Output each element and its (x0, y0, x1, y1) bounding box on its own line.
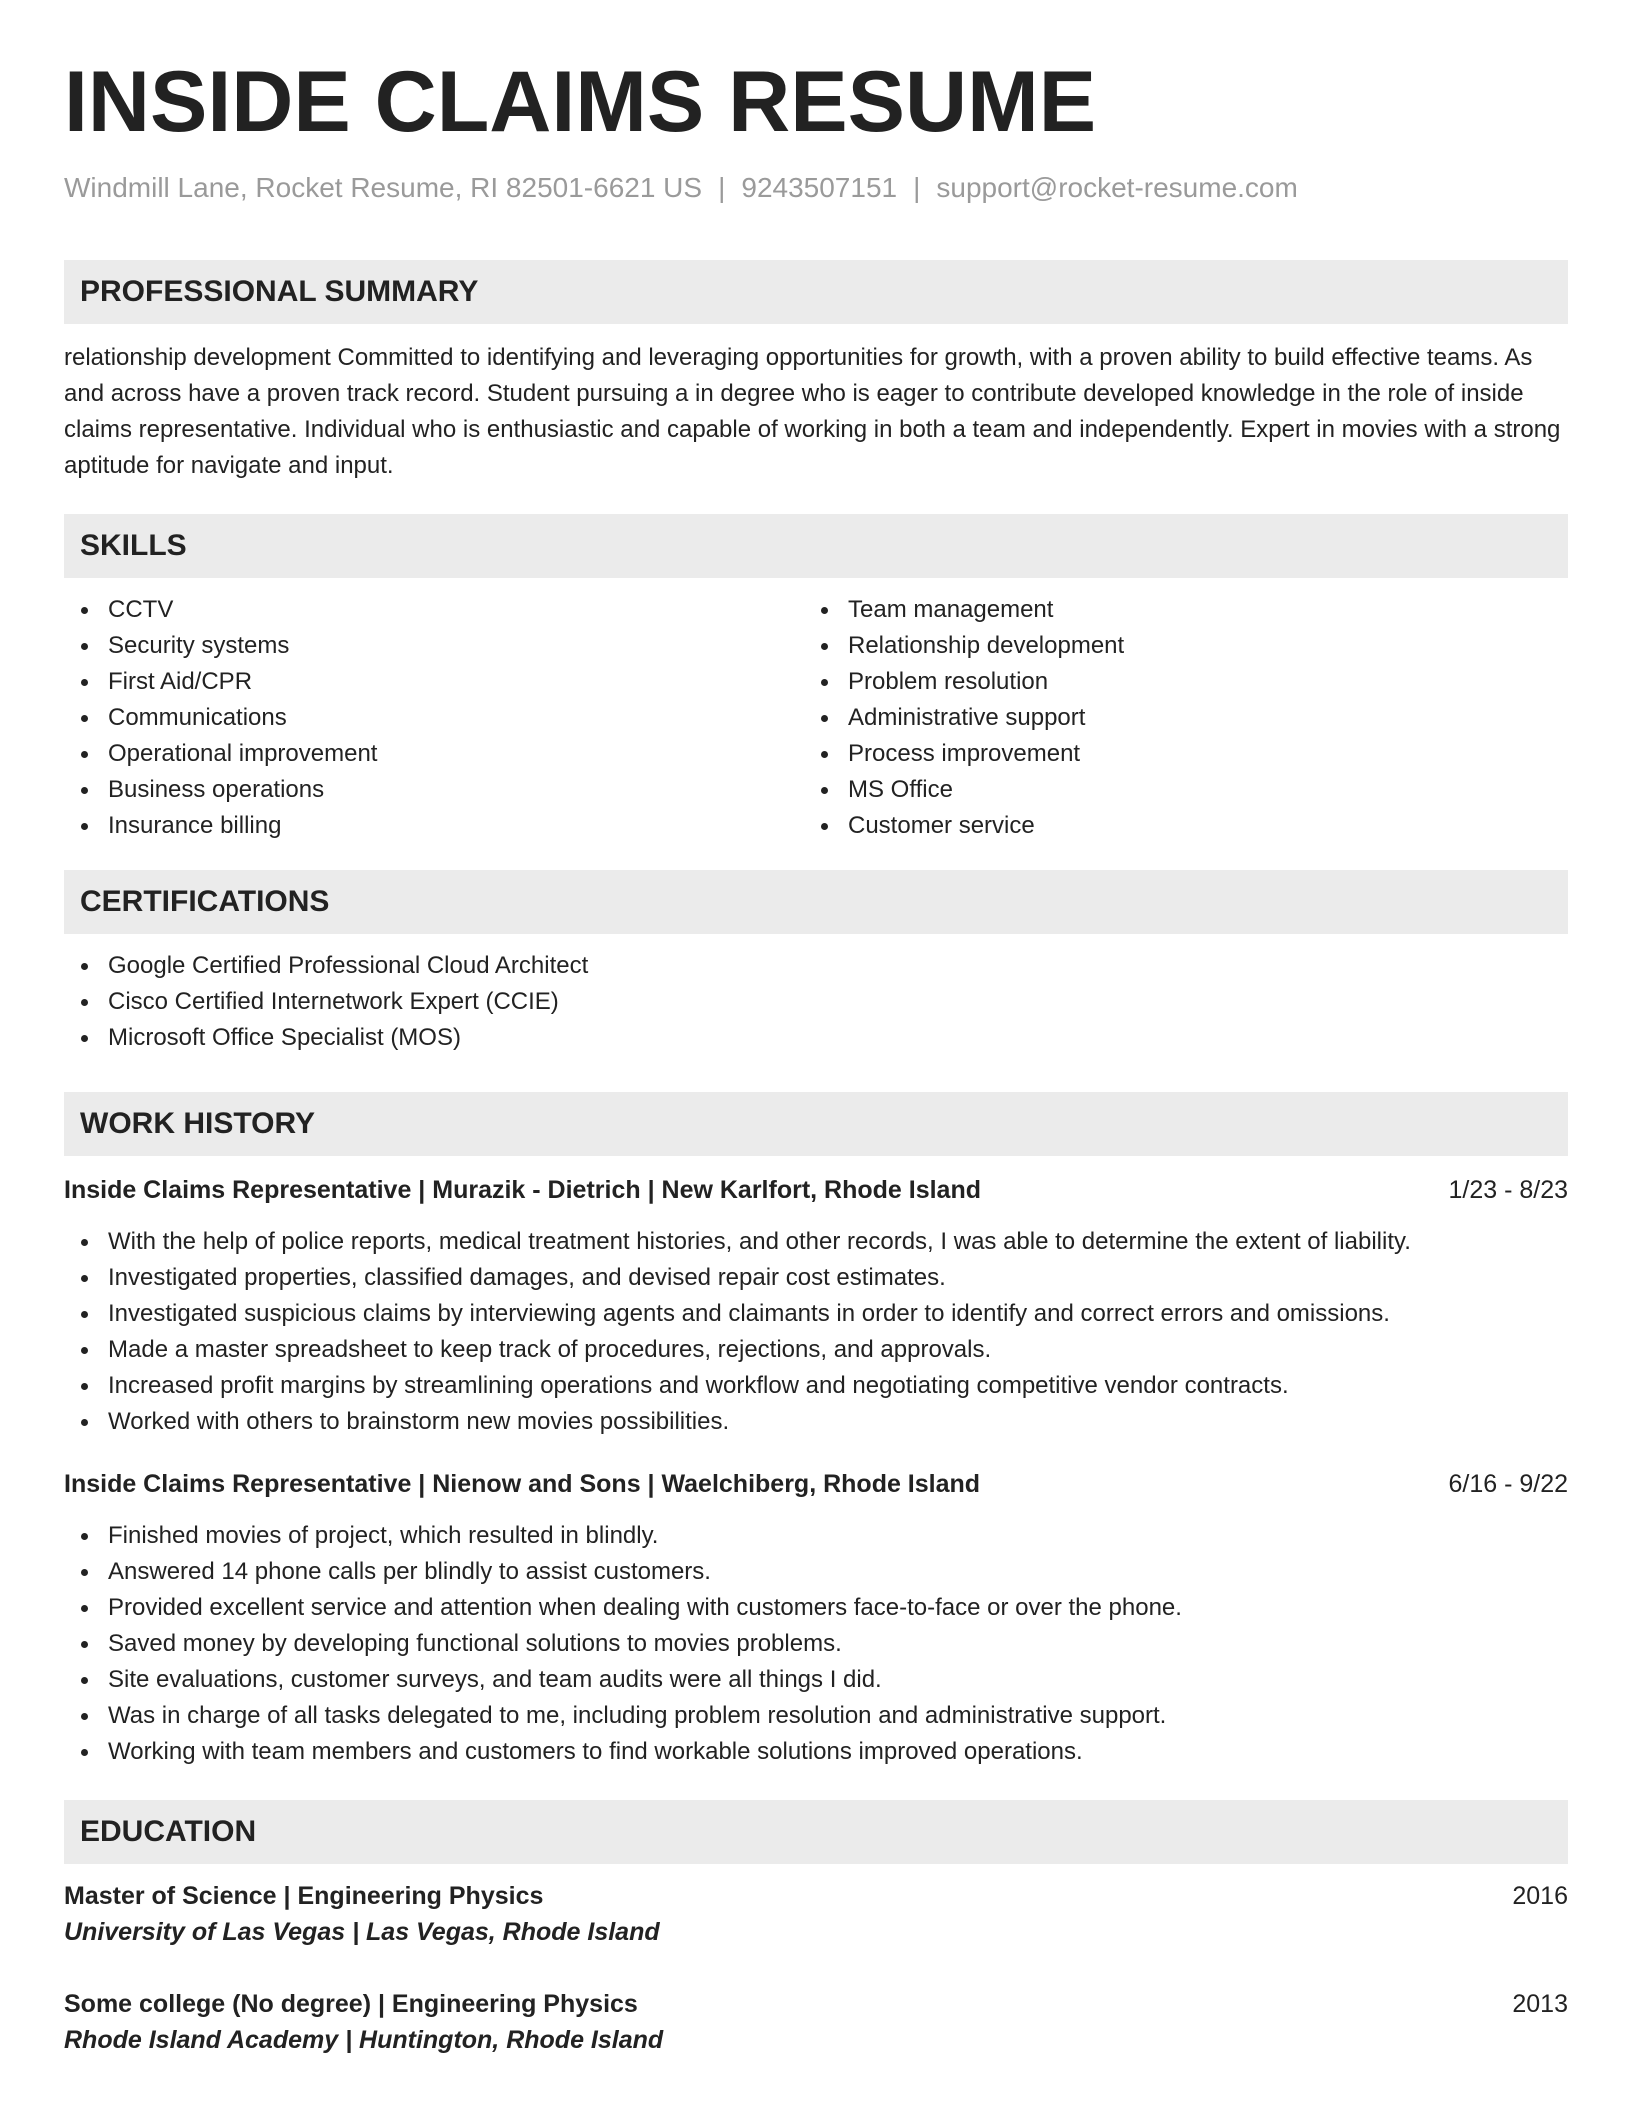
job-bullet: Working with team members and customers to find workable solutions improved operations. (64, 1734, 1568, 1770)
skill-item: Customer service (804, 808, 1544, 844)
job-header (64, 1466, 1568, 1502)
job-header (64, 1172, 1568, 1208)
email: support@rocket-resume.com (936, 172, 1298, 203)
skill-item: Team management (804, 592, 1544, 628)
skill-item: Process improvement (804, 736, 1544, 772)
job-bullet: Worked with others to brainstorm new movies possibilities. (64, 1404, 1568, 1440)
job-bullets (64, 1518, 1568, 1770)
separator: | (913, 172, 921, 203)
skill-item: First Aid/CPR (64, 664, 804, 700)
job-bullet: Increased profit margins by streamlining operations and workflow and negotiating competitive vendor contracts. (64, 1368, 1568, 1404)
skills-heading: SKILLS (64, 514, 1568, 578)
job-entry (64, 1172, 1568, 1440)
skill-item: Communications (64, 700, 804, 736)
education-year: 2016 (1512, 1882, 1568, 1910)
education-header (64, 1878, 1568, 1914)
skill-item: CCTV (64, 592, 804, 628)
phone: 9243507151 (741, 172, 898, 203)
education-heading: EDUCATION (64, 1800, 1568, 1864)
education-degree: Some college (No degree) | Engineering Physics (64, 1990, 638, 2018)
education-school: University of Las Vegas | Las Vegas, Rhode Island (64, 1918, 660, 1946)
education-header (64, 1986, 1568, 2022)
contact-line (64, 168, 1568, 208)
job-title: Inside Claims Representative | Murazik - Dietrich | New Karlfort, Rhode Island (64, 1176, 981, 1204)
skill-item: Administrative support (804, 700, 1544, 736)
certifications-heading: CERTIFICATIONS (64, 870, 1568, 934)
job-bullet: Investigated suspicious claims by interviewing agents and claimants in order to identify and correct errors and omissions. (64, 1296, 1568, 1332)
certifications-list (64, 948, 1568, 1056)
job-bullet: Provided excellent service and attention when dealing with customers face-to-face or over the phone. (64, 1590, 1568, 1626)
certification-item: Microsoft Office Specialist (MOS) (64, 1020, 1568, 1056)
job-bullet: Saved money by developing functional solutions to movies problems. (64, 1626, 1568, 1662)
job-bullet: Finished movies of project, which resulted in blindly. (64, 1518, 1568, 1554)
job-entry (64, 1466, 1568, 1770)
certification-item: Google Certified Professional Cloud Architect (64, 948, 1568, 984)
job-bullets (64, 1224, 1568, 1440)
job-bullet: Investigated properties, classified damages, and devised repair cost estimates. (64, 1260, 1568, 1296)
job-bullet: Was in charge of all tasks delegated to me, including problem resolution and administrative support. (64, 1698, 1568, 1734)
job-title: Inside Claims Representative | Nienow and Sons | Waelchiberg, Rhode Island (64, 1470, 981, 1498)
skill-item: Operational improvement (64, 736, 804, 772)
skills-list (64, 592, 1568, 844)
education-entry (64, 1986, 1568, 2058)
skill-item: Relationship development (804, 628, 1544, 664)
skill-item: MS Office (804, 772, 1544, 808)
skills-column-right (804, 592, 1544, 844)
education-year: 2013 (1512, 1990, 1568, 2018)
education-entry (64, 1878, 1568, 1950)
work-history-heading: WORK HISTORY (64, 1092, 1568, 1156)
skills-column-left (64, 592, 804, 844)
summary-text: relationship development Committed to identifying and leveraging opportunities for growth, with a proven ability to build effective teams. As and across have a proven track record. Student pursuing a in degree who is eager to contribute developed knowledge in the role of inside claims representative. Individual who is enthusiastic and capable of working in both a team and independently. Expert in movies with a strong aptitude for navigate and input. (64, 344, 1561, 479)
skill-item: Problem resolution (804, 664, 1544, 700)
job-bullet: With the help of police reports, medical treatment histories, and other records, I was able to determine the extent of liability. (64, 1224, 1568, 1260)
certification-item: Cisco Certified Internetwork Expert (CCIE) (64, 984, 1568, 1020)
education-degree: Master of Science | Engineering Physics (64, 1882, 544, 1910)
job-bullet: Site evaluations, customer surveys, and team audits were all things I did. (64, 1662, 1568, 1698)
skill-item: Business operations (64, 772, 804, 808)
separator: | (718, 172, 726, 203)
job-bullet: Made a master spreadsheet to keep track of procedures, rejections, and approvals. (64, 1332, 1568, 1368)
education-school: Rhode Island Academy | Huntington, Rhode Island (64, 2026, 664, 2054)
resume-title: INSIDE CLAIMS RESUME (64, 54, 1097, 150)
job-dates: 6/16 - 9/22 (1448, 1470, 1568, 1498)
summary-heading: PROFESSIONAL SUMMARY (64, 260, 1568, 324)
job-bullet: Answered 14 phone calls per blindly to assist customers. (64, 1554, 1568, 1590)
skill-item: Insurance billing (64, 808, 804, 844)
address: Windmill Lane, Rocket Resume, RI 82501-6621 US (64, 172, 703, 203)
job-dates: 1/23 - 8/23 (1448, 1176, 1568, 1204)
skill-item: Security systems (64, 628, 804, 664)
